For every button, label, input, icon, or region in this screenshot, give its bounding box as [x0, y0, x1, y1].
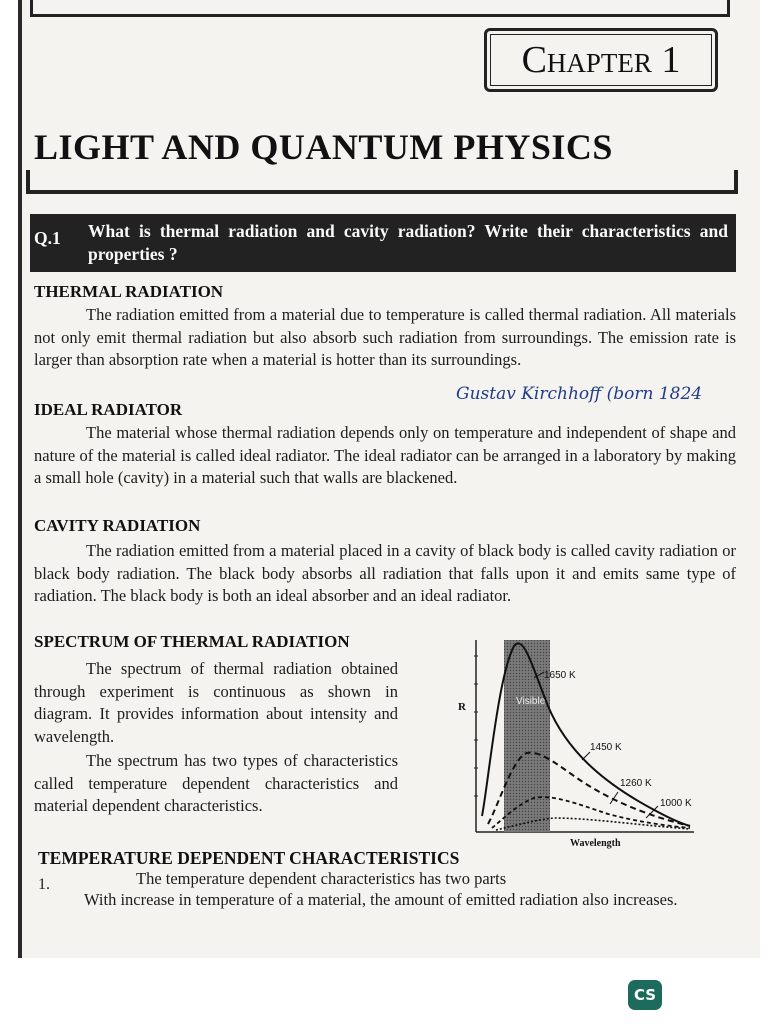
paragraph-ideal-text: The material whose thermal radiation depends only on temperature and independent of shape and nature of the material is called ideal radiator. The ideal radiator can be arranged in a laboratory by making a small hole (cavity) in a material such that walls are blackened. [34, 423, 736, 487]
y-axis-label: R [458, 701, 466, 713]
paragraph-cavity-text: The radiation emitted from a material placed in a cavity of black body is called cavity radiation or black body radiation. The black body absorbs all radiation that falls upon it and emits same type of radiation. The black body is both an ideal absorber and an ideal radiator. [34, 541, 736, 605]
paragraph-thermal-radiation [34, 304, 736, 372]
paragraph-spectrum-2-text: The spectrum has two types of characteristics called temperature dependent characteristics and material dependent characteristics. [34, 751, 398, 815]
blackbody-spectrum-figure [458, 636, 698, 854]
heading-ideal-radiator: IDEAL RADIATOR [34, 400, 183, 419]
paragraph-ideal-radiator [34, 422, 736, 490]
temperature-dependent-intro: The temperature dependent characteristics has two parts [136, 869, 507, 888]
visible-band-label: Visible [516, 696, 546, 707]
leader-1450k [582, 752, 590, 760]
paragraph-temperature-dependent [84, 868, 746, 910]
list-item-number: 1. [38, 876, 50, 893]
paragraph-cavity-radiation [34, 540, 736, 608]
question-text: What is thermal radiation and cavity radiation? Write their characteristics and properties ? [88, 221, 728, 264]
top-border [30, 0, 730, 17]
camscanner-logo: CS [628, 980, 662, 1010]
heading-spectrum: SPECTRUM OF THERMAL RADIATION [34, 632, 350, 651]
title-underline-frame [26, 170, 738, 194]
leader-1260k [610, 792, 618, 804]
paragraph-spectrum-1 [34, 658, 398, 748]
chapter-title: LIGHT AND QUANTUM PHYSICS [34, 127, 613, 167]
curve-label-1000k: 1000 K [660, 798, 692, 809]
question-bar [30, 214, 736, 272]
visible-band [504, 640, 550, 832]
curve-label-1450k: 1450 K [590, 742, 622, 753]
curve-label-1260k: 1260 K [620, 778, 652, 789]
paragraph-spectrum-2 [34, 750, 398, 818]
chapter-label: Chapter 1 [521, 39, 681, 81]
heading-temperature-dependent: TEMPERATURE DEPENDENT CHARACTERISTICS [38, 848, 460, 868]
heading-thermal-radiation: THERMAL RADIATION [34, 282, 224, 301]
heading-cavity-radiation: CAVITY RADIATION [34, 516, 201, 535]
list-item-text: With increase in temperature of a material, the amount of emitted radiation also increases. [84, 890, 678, 909]
paragraph-thermal-text: The radiation emitted from a material due to temperature is called thermal radiation. All materials not only emit thermal radiation but also absorb such radiation from surroundings. The emission rate is larger than absorption rate when a material is hotter than its surroundings. [34, 305, 736, 369]
paragraph-spectrum-1-text: The spectrum of thermal radiation obtained through experiment is continuous as shown in diagram. It provides information about intensity and wavelength. [34, 659, 398, 746]
curve-label-1650k: 1650 K [544, 670, 576, 681]
handwritten-note: Gustav Kirchhoff (born 1824 [456, 384, 703, 404]
question-number: Q.1 [34, 228, 61, 248]
x-axis-label: Wavelength [570, 838, 621, 849]
chapter-badge [484, 28, 718, 92]
